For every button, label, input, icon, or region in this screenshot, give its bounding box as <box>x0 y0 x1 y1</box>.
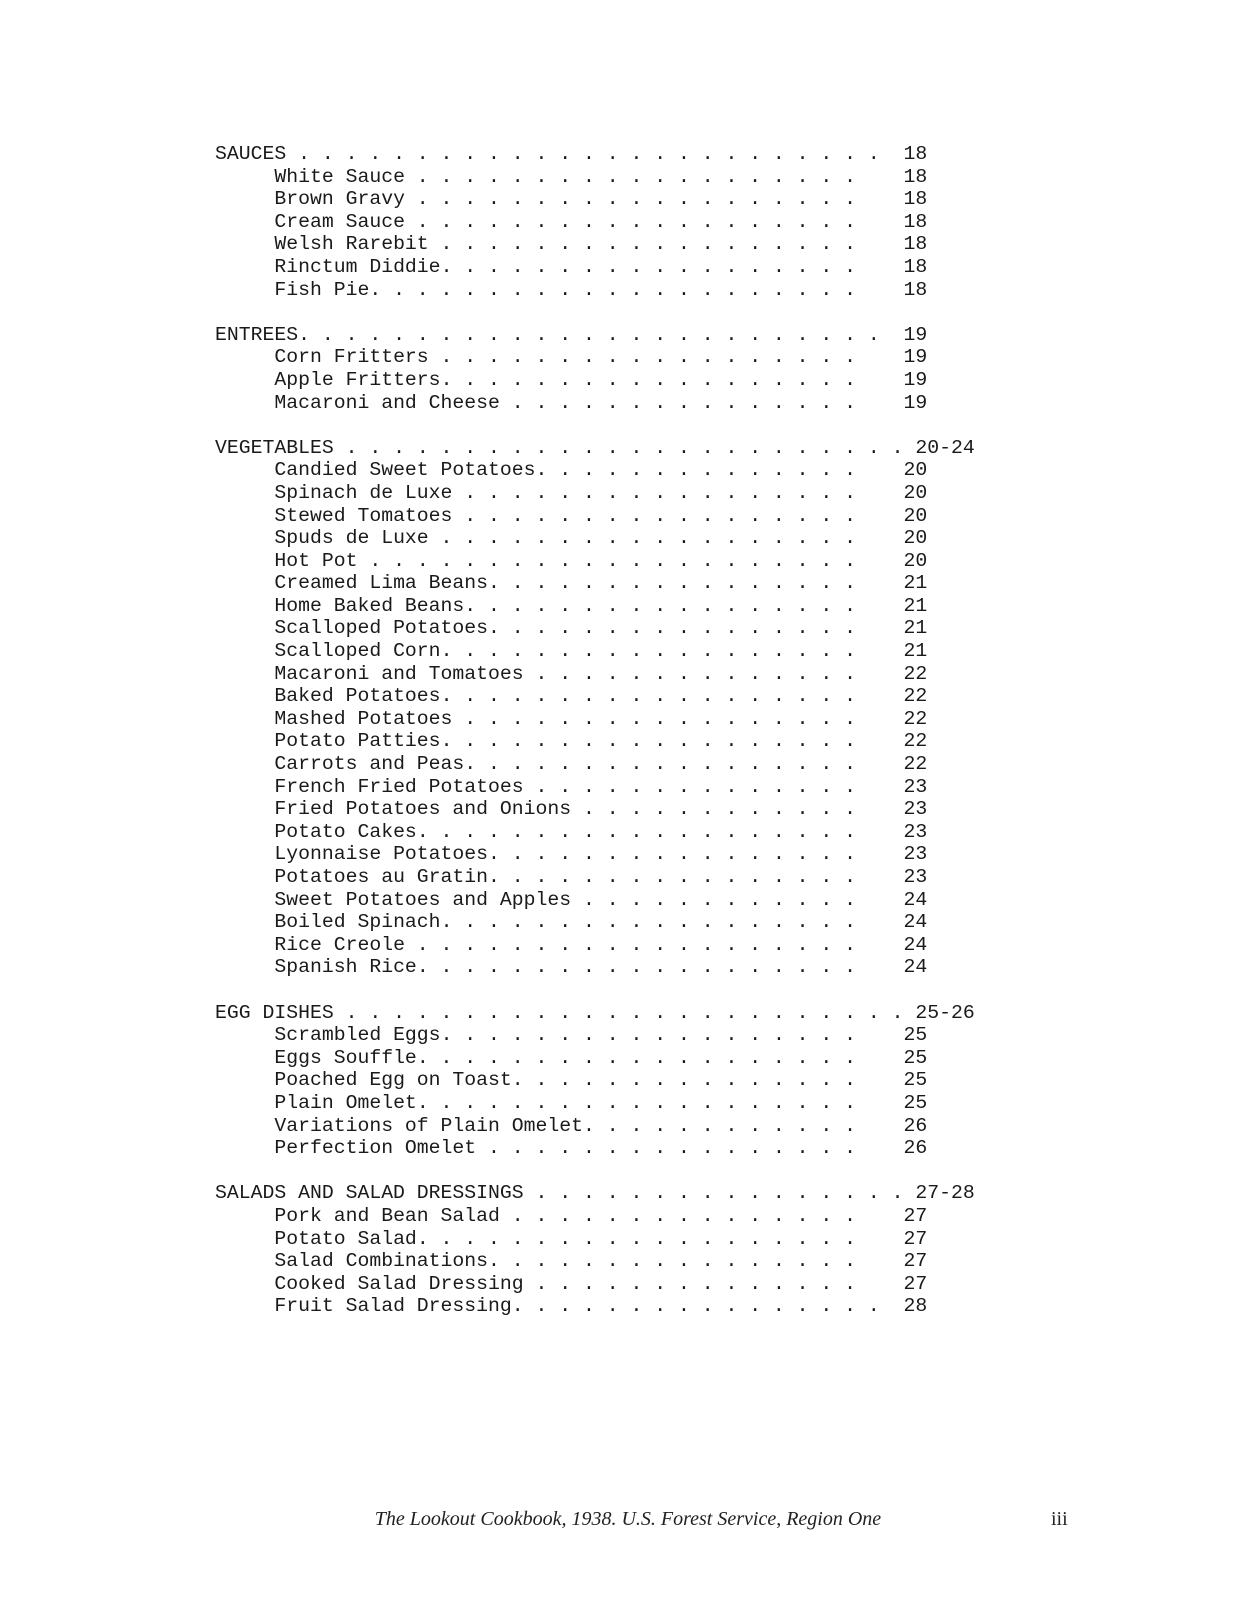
toc-item-title: Rinctum Diddie <box>274 255 441 278</box>
indent <box>215 617 274 639</box>
spacer <box>856 708 903 730</box>
toc-item-title: Potatoes au Gratin <box>274 866 489 888</box>
spacer <box>856 1137 903 1159</box>
spacer <box>856 1273 903 1295</box>
indent <box>215 166 274 188</box>
spacer <box>856 166 903 188</box>
spacer <box>856 550 903 572</box>
dot-leader: . . . . . . . . . . . . . . . . . . . <box>416 1046 857 1069</box>
toc-section[interactable] <box>215 143 975 166</box>
toc-item[interactable] <box>215 1069 975 1092</box>
dot-leader: . . . . . . . . . . . . . . . . . . . <box>404 165 857 188</box>
page-number: iii <box>1051 1508 1068 1530</box>
indent <box>215 663 274 685</box>
toc-item[interactable] <box>215 211 975 234</box>
spacer <box>856 459 903 481</box>
dot-leader: . . . . . . . . . . . . . . . . . <box>464 753 857 776</box>
toc-section-page: 27-28 <box>915 1182 975 1205</box>
dot-leader: . . . . . . . . . . . . . . . . . <box>464 594 857 617</box>
toc-item-page: 23 <box>903 843 928 866</box>
toc-section[interactable] <box>215 324 975 347</box>
spacer <box>856 617 903 639</box>
toc-item-page: 20 <box>903 527 928 550</box>
toc-item-title: Fish Pie <box>274 278 370 301</box>
toc-item-title: Eggs Souffle <box>274 1046 417 1069</box>
toc-item-title: Macaroni and Tomatoes <box>274 662 524 685</box>
indent <box>215 1092 274 1114</box>
table-of-contents <box>215 143 975 1318</box>
toc-item-page: 21 <box>903 572 928 595</box>
toc-item-page: 20 <box>903 459 928 482</box>
toc-item[interactable] <box>215 1137 975 1160</box>
toc-item[interactable] <box>215 505 975 528</box>
toc-item[interactable] <box>215 572 975 595</box>
toc-item-title: Variations of Plain Omelet <box>274 1114 583 1137</box>
toc-item[interactable] <box>215 166 975 189</box>
toc-item-title: Potato Salad <box>274 1227 417 1250</box>
indent <box>215 798 274 820</box>
toc-item[interactable] <box>215 256 975 279</box>
spacer <box>856 1115 903 1137</box>
toc-item-title: White Sauce <box>274 165 405 188</box>
toc-item-page: 22 <box>903 730 928 753</box>
toc-item-title: French Fried Potatoes <box>274 775 524 798</box>
dot-leader: . . . . . . . . . . . . . . . . . . . <box>404 933 857 956</box>
toc-item-page: 18 <box>903 255 928 278</box>
dot-leader: . . . . . . . . . . . . . . . . . <box>452 504 857 527</box>
dot-leader: . . . . . . . . . . . . . . . . . . <box>440 640 857 663</box>
dot-leader: . . . . . . . . . . . . . . . . <box>511 1295 880 1318</box>
toc-item[interactable] <box>215 640 975 663</box>
toc-item[interactable] <box>215 1250 975 1273</box>
dot-leader: . . . . . . . . . . . . . . . . . . . . . . . . . <box>298 323 880 346</box>
toc-item-page: 18 <box>903 210 928 233</box>
indent <box>215 1069 274 1091</box>
indent <box>215 188 274 210</box>
indent <box>215 685 274 707</box>
toc-item-page: 26 <box>903 1114 928 1137</box>
spacer <box>856 595 903 617</box>
toc-item-page: 21 <box>903 617 928 640</box>
toc-item-title: Fruit Salad Dressing <box>274 1295 512 1318</box>
dot-leader: . . . . . . . . . . . . . . . . . . <box>440 1024 857 1047</box>
toc-item[interactable] <box>215 776 975 799</box>
indent <box>215 1047 274 1069</box>
section-gap <box>215 414 975 437</box>
toc-item-title: Home Baked Beans <box>274 594 465 617</box>
toc-item-page: 24 <box>903 888 928 911</box>
dot-leader: . . . . . . . . . . . . . . . . . . <box>440 685 857 708</box>
toc-item-title: Spanish Rice <box>274 956 417 979</box>
toc-section[interactable] <box>215 1182 975 1205</box>
toc-item[interactable] <box>215 1205 975 1228</box>
indent <box>215 1228 274 1250</box>
dot-leader: . . . . . . . . . . . . . . . . . . . . . <box>357 549 857 572</box>
toc-section[interactable] <box>215 437 975 460</box>
spacer <box>856 211 903 233</box>
dot-leader: . . . . . . . . . . . . . . . . <box>488 572 857 595</box>
toc-item[interactable] <box>215 685 975 708</box>
toc-item-page: 25 <box>903 1069 928 1092</box>
toc-item-title: Pork and Bean Salad <box>274 1204 500 1227</box>
spacer <box>880 324 904 346</box>
toc-section-page: 19 <box>903 323 928 346</box>
dot-leader: . . . . . . . . . . . . . . . <box>499 391 857 414</box>
toc-item-title: Spinach de Luxe <box>274 481 453 504</box>
toc-item-page: 24 <box>903 911 928 934</box>
toc-item-page: 21 <box>903 594 928 617</box>
spacer <box>904 1002 916 1024</box>
toc-item[interactable] <box>215 1092 975 1115</box>
indent <box>215 843 274 865</box>
toc-item-page: 20 <box>903 481 928 504</box>
toc-item[interactable] <box>215 1047 975 1070</box>
toc-item-title: Sweet Potatoes and Apples <box>274 888 572 911</box>
toc-item-title: Cream Sauce <box>274 210 405 233</box>
toc-item-title: Apple Fritters <box>274 368 441 391</box>
spacer <box>856 1228 903 1250</box>
toc-item[interactable] <box>215 279 975 302</box>
indent <box>215 392 274 414</box>
toc-item[interactable] <box>215 1228 975 1251</box>
toc-item-page: 18 <box>903 278 928 301</box>
dot-leader: . . . . . . . . . . . . . . . . <box>523 1182 904 1205</box>
toc-section-title: SAUCES <box>215 143 287 165</box>
spacer <box>904 1182 916 1204</box>
toc-item-title: Candied Sweet Potatoes <box>274 459 536 482</box>
dot-leader: . . . . . . . . . . . . . . . . . . . . . . . . <box>333 436 904 459</box>
toc-item-page: 25 <box>903 1091 928 1114</box>
indent <box>215 753 274 775</box>
toc-item-page: 25 <box>903 1024 928 1047</box>
dot-leader: . . . . . . . . . . . . . . . . . . <box>440 911 857 934</box>
toc-section-page: 25-26 <box>915 1001 975 1024</box>
indent <box>215 1295 274 1317</box>
toc-item-page: 22 <box>903 707 928 730</box>
indent <box>215 708 274 730</box>
spacer <box>856 1069 903 1091</box>
dot-leader: . . . . . . . . . . . . . . . . . . . . . . . . <box>333 1001 904 1024</box>
toc-item-page: 19 <box>903 346 928 369</box>
toc-item-title: Scalloped Potatoes <box>274 617 489 640</box>
indent <box>215 1115 274 1137</box>
toc-item-title: Hot Pot <box>274 549 358 572</box>
indent <box>215 889 274 911</box>
toc-section-page: 18 <box>903 143 928 165</box>
toc-item-page: 24 <box>903 956 928 979</box>
dot-leader: . . . . . . . . . . . . . . <box>523 662 857 685</box>
toc-item-page: 22 <box>903 753 928 776</box>
indent <box>215 776 274 798</box>
dot-leader: . . . . . . . . . . . . . . . <box>499 1204 857 1227</box>
indent <box>215 279 274 301</box>
spacer <box>856 821 903 843</box>
toc-item-page: 28 <box>903 1295 928 1318</box>
indent <box>215 1137 274 1159</box>
spacer <box>856 1092 903 1114</box>
toc-item[interactable] <box>215 459 975 482</box>
toc-item-page: 18 <box>903 233 928 256</box>
spacer <box>856 188 903 210</box>
section-gap <box>215 979 975 1002</box>
spacer <box>904 437 916 459</box>
dot-leader: . . . . . . . . . . . . . . . . . . . <box>404 210 857 233</box>
dot-leader: . . . . . . . . . . . . . . . . . . . <box>416 956 857 979</box>
toc-item[interactable] <box>215 911 975 934</box>
toc-item[interactable] <box>215 708 975 731</box>
dot-leader: . . . . . . . . . . . . . . . . . . . <box>404 188 857 211</box>
dot-leader: . . . . . . . . . . . . . . . . . . . . . <box>369 278 857 301</box>
dot-leader: . . . . . . . . . . . . . . <box>535 459 857 482</box>
indent <box>215 911 274 933</box>
toc-item-title: Poached Egg on Toast <box>274 1069 512 1092</box>
toc-item-page: 27 <box>903 1250 928 1273</box>
toc-item-page: 27 <box>903 1272 928 1295</box>
dot-leader: . . . . . . . . . . . . . . . . <box>488 843 857 866</box>
toc-item-title: Scrambled Eggs <box>274 1024 441 1047</box>
indent <box>215 640 274 662</box>
dot-leader: . . . . . . . . . . . . . . . . . . <box>440 368 857 391</box>
dot-leader: . . . . . . . . . . . . . . . <box>511 1069 857 1092</box>
toc-item-title: Plain Omelet <box>274 1091 417 1114</box>
toc-section-title: EGG DISHES <box>215 1001 334 1024</box>
toc-item-page: 27 <box>903 1204 928 1227</box>
dot-leader: . . . . . . . . . . . . . . . . <box>476 1137 857 1160</box>
dot-leader: . . . . . . . . . . . . . . . . . . . . . . . . . <box>286 143 880 165</box>
indent <box>215 572 274 594</box>
indent <box>215 233 274 255</box>
toc-item-page: 20 <box>903 504 928 527</box>
indent <box>215 527 274 549</box>
toc-item[interactable] <box>215 889 975 912</box>
spacer <box>856 843 903 865</box>
indent <box>215 821 274 843</box>
toc-section-title: SALADS AND SALAD DRESSINGS <box>215 1182 524 1205</box>
toc-item[interactable] <box>215 617 975 640</box>
toc-item-title: Mashed Potatoes <box>274 707 453 730</box>
toc-item-title: Fried Potatoes and Onions <box>274 798 572 821</box>
spacer <box>856 911 903 933</box>
indent <box>215 346 274 368</box>
toc-item-page: 18 <box>903 165 928 188</box>
toc-item[interactable] <box>215 482 975 505</box>
toc-section-title: VEGETABLES <box>215 436 334 459</box>
toc-item-page: 19 <box>903 391 928 414</box>
toc-item-page: 22 <box>903 685 928 708</box>
toc-item[interactable] <box>215 1024 975 1047</box>
dot-leader: . . . . . . . . . . . . . . . . . <box>452 707 857 730</box>
toc-item-page: 24 <box>903 933 928 956</box>
footer-title: The Lookout Cookbook, 1938. U.S. Forest Service, Region One <box>374 1508 882 1530</box>
toc-item-title: Cooked Salad Dressing <box>274 1272 524 1295</box>
indent <box>215 934 274 956</box>
spacer <box>856 346 903 368</box>
toc-item[interactable] <box>215 233 975 256</box>
toc-item-title: Macaroni and Cheese <box>274 391 500 414</box>
spacer <box>880 1295 904 1317</box>
dot-leader: . . . . . . . . . . . . <box>583 1114 857 1137</box>
toc-item-page: 22 <box>903 662 928 685</box>
dot-leader: . . . . . . . . . . . . . . . . <box>488 866 857 888</box>
spacer <box>856 956 903 978</box>
spacer <box>856 482 903 504</box>
spacer <box>856 1047 903 1069</box>
indent <box>215 459 274 481</box>
indent <box>215 369 274 391</box>
dot-leader: . . . . . . . . . . . . <box>571 798 857 821</box>
toc-item-title: Corn Fritters <box>274 346 429 369</box>
dot-leader: . . . . . . . . . . . . . . . . . . <box>428 233 857 256</box>
spacer <box>856 369 903 391</box>
spacer <box>856 392 903 414</box>
spacer <box>856 934 903 956</box>
spacer <box>880 143 904 165</box>
spacer <box>856 1250 903 1272</box>
toc-item[interactable] <box>215 392 975 415</box>
indent <box>215 1024 274 1046</box>
spacer <box>856 572 903 594</box>
toc-item-page: 27 <box>903 1227 928 1250</box>
toc-item[interactable] <box>215 956 975 979</box>
dot-leader: . . . . . . . . . . . . . . . . . . <box>428 527 857 550</box>
dot-leader: . . . . . . . . . . . . . . . . . . . <box>416 1227 857 1250</box>
dot-leader: . . . . . . . . . . . . . . . . . . . <box>416 820 857 843</box>
toc-item-title: Rice Creole <box>274 933 405 956</box>
spacer <box>856 776 903 798</box>
spacer <box>856 730 903 752</box>
dot-leader: . . . . . . . . . . . . . . <box>523 1272 857 1295</box>
toc-item-title: Potato Patties <box>274 730 441 753</box>
spacer <box>856 640 903 662</box>
section-gap <box>215 301 975 324</box>
indent <box>215 211 274 233</box>
dot-leader: . . . . . . . . . . . . . . . . <box>488 617 857 640</box>
toc-item[interactable] <box>215 1115 975 1138</box>
toc-item-title: Perfection Omelet <box>274 1137 477 1160</box>
toc-item-title: Welsh Rarebit <box>274 233 429 256</box>
dot-leader: . . . . . . . . . . . . <box>571 888 857 911</box>
spacer <box>856 256 903 278</box>
dot-leader: . . . . . . . . . . . . . . . . . . . <box>416 1091 857 1114</box>
toc-item-page: 20 <box>903 549 928 572</box>
indent <box>215 730 274 752</box>
section-gap <box>215 1160 975 1183</box>
toc-item-title: Spuds de Luxe <box>274 527 429 550</box>
spacer <box>856 685 903 707</box>
spacer <box>856 889 903 911</box>
toc-item-title: Salad Combinations <box>274 1250 489 1273</box>
toc-item-title: Carrots and Peas <box>274 753 465 776</box>
toc-section-title: ENTREES <box>215 323 299 346</box>
indent <box>215 1273 274 1295</box>
dot-leader: . . . . . . . . . . . . . . . . . . <box>440 255 857 278</box>
spacer <box>856 233 903 255</box>
toc-item[interactable] <box>215 753 975 776</box>
toc-item-title: Brown Gravy <box>274 188 405 211</box>
toc-item-title: Scalloped Corn <box>274 640 441 663</box>
toc-item-title: Stewed Tomatoes <box>274 504 453 527</box>
toc-item[interactable] <box>215 369 975 392</box>
toc-section-page: 20-24 <box>915 436 975 459</box>
toc-item[interactable] <box>215 730 975 753</box>
toc-item-page: 21 <box>903 640 928 663</box>
toc-item-page: 23 <box>903 820 928 843</box>
dot-leader: . . . . . . . . . . . . . . . . . . <box>428 346 857 369</box>
toc-item-page: 19 <box>903 368 928 391</box>
dot-leader: . . . . . . . . . . . . . . . . . <box>452 481 857 504</box>
toc-item[interactable] <box>215 798 975 821</box>
toc-item-title: Baked Potatoes <box>274 685 441 708</box>
toc-item-page: 26 <box>903 1137 928 1160</box>
indent <box>215 1205 274 1227</box>
toc-item[interactable] <box>215 550 975 573</box>
indent <box>215 1250 274 1272</box>
toc-item[interactable] <box>215 1295 975 1318</box>
indent <box>215 956 274 978</box>
toc-item[interactable] <box>215 663 975 686</box>
toc-item[interactable] <box>215 527 975 550</box>
spacer <box>856 753 903 775</box>
toc-item-title: Boiled Spinach <box>274 911 441 934</box>
indent <box>215 505 274 527</box>
toc-item[interactable] <box>215 346 975 369</box>
spacer <box>856 798 903 820</box>
toc-item[interactable] <box>215 843 975 866</box>
toc-item[interactable] <box>215 188 975 211</box>
toc-item[interactable] <box>215 866 975 889</box>
spacer <box>856 527 903 549</box>
toc-item[interactable] <box>215 821 975 844</box>
spacer <box>856 1024 903 1046</box>
indent <box>215 256 274 278</box>
toc-section[interactable] <box>215 1002 975 1025</box>
toc-item-title: Potato Cakes <box>274 820 417 843</box>
toc-item[interactable] <box>215 595 975 618</box>
dot-leader: . . . . . . . . . . . . . . <box>523 775 857 798</box>
toc-item[interactable] <box>215 1273 975 1296</box>
indent <box>215 550 274 572</box>
spacer <box>856 866 903 888</box>
spacer <box>856 505 903 527</box>
indent <box>215 866 274 888</box>
toc-item-page: 23 <box>903 775 928 798</box>
toc-item-title: Lyonnaise Potatoes <box>274 843 489 866</box>
toc-item-page: 18 <box>903 188 928 211</box>
dot-leader: . . . . . . . . . . . . . . . . <box>488 1250 857 1273</box>
toc-item-page: 23 <box>903 866 928 888</box>
dot-leader: . . . . . . . . . . . . . . . . . . <box>440 730 857 753</box>
spacer <box>856 279 903 301</box>
spacer <box>856 1205 903 1227</box>
indent <box>215 595 274 617</box>
toc-item-title: Creamed Lima Beans <box>274 572 489 595</box>
indent <box>215 482 274 504</box>
toc-item-page: 23 <box>903 798 928 821</box>
toc-item[interactable] <box>215 934 975 957</box>
toc-item-page: 25 <box>903 1046 928 1069</box>
spacer <box>856 663 903 685</box>
